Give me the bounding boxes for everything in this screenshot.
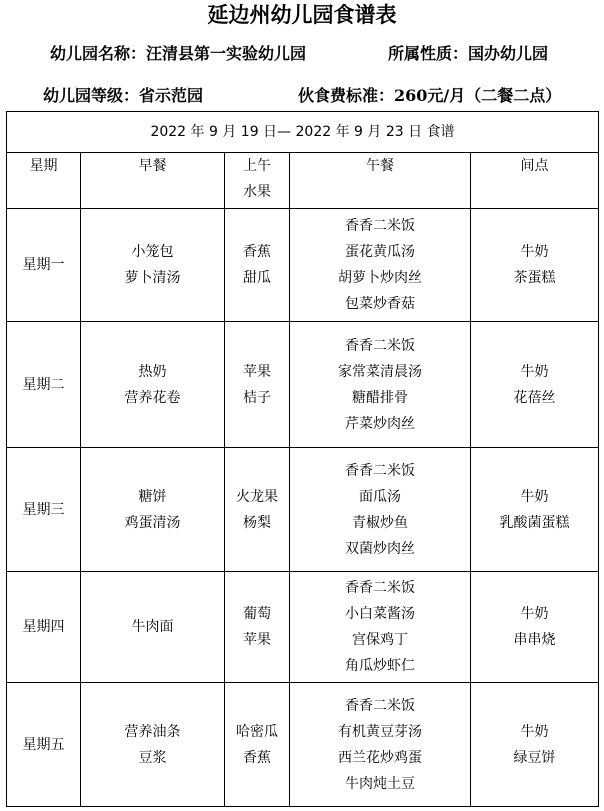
lunch-cell (290, 448, 471, 572)
day-label: 星期一 (7, 209, 81, 322)
fruit-item: 火龙果 (236, 488, 278, 505)
snack-cell (471, 209, 599, 322)
breakfast-cell (81, 683, 225, 807)
snack-item: 牛奶 (520, 488, 549, 505)
lunch-cell (290, 683, 471, 807)
breakfast-item: 豆浆 (138, 749, 167, 766)
header-lunch: 午餐 (290, 153, 471, 209)
fruit-item: 葡萄 (243, 606, 271, 622)
fruit-cell (225, 322, 290, 448)
breakfast-item: 热奶 (138, 363, 167, 380)
fruit-cell (225, 209, 290, 322)
lunch-item: 青椒炒鱼 (352, 514, 408, 531)
day-row (7, 448, 599, 572)
lunch-item: 家常菜清晨汤 (338, 363, 422, 380)
fruit-item: 苹果 (243, 632, 271, 648)
day-row (7, 322, 599, 448)
day-label: 星期四 (7, 572, 81, 683)
lunch-item: 角瓜炒虾仁 (345, 658, 415, 674)
fruit-item: 甜瓜 (243, 270, 271, 286)
breakfast-item: 营养油条 (124, 723, 181, 740)
lunch-item: 香香二米饭 (345, 580, 415, 596)
lunch-item: 包菜炒香菇 (345, 296, 415, 312)
breakfast-cell (81, 322, 225, 448)
snack-item: 花蓓丝 (513, 389, 556, 406)
day-label: 星期二 (7, 322, 81, 448)
lunch-cell (290, 322, 471, 448)
fruit-item: 哈密瓜 (236, 723, 278, 740)
fruit-item: 杨梨 (243, 514, 271, 531)
lunch-item: 牛肉炖土豆 (345, 775, 415, 792)
header-snack: 间点 (471, 153, 599, 209)
snack-cell (471, 572, 599, 683)
lunch-item: 蛋花黄瓜汤 (345, 244, 415, 260)
kindergarten-grade: 幼儿园等级：省示范园 (43, 86, 204, 105)
lunch-item: 香香二米饭 (345, 218, 415, 234)
lunch-item: 香香二米饭 (345, 337, 415, 354)
meal-fee-standard: 伙食费标准：260元/月（二餐二点） (298, 86, 562, 105)
snack-cell (471, 448, 599, 572)
fruit-item: 香蕉 (243, 749, 271, 766)
lunch-item: 糖醋排骨 (352, 389, 408, 406)
lunch-item: 香香二米饭 (345, 697, 415, 714)
kindergarten-nature: 所属性质：国办幼儿园 (388, 44, 549, 63)
page-title: 延边州幼儿园食谱表 (207, 2, 397, 27)
breakfast-item: 牛肉面 (131, 619, 174, 635)
lunch-item: 香香二米饭 (345, 462, 415, 479)
lunch-item: 小白菜酱汤 (345, 606, 415, 622)
header-breakfast: 早餐 (81, 153, 225, 209)
fruit-cell (225, 572, 290, 683)
snack-item: 牛奶 (520, 606, 549, 622)
snack-item: 绿豆饼 (513, 749, 556, 766)
fruit-item: 桔子 (243, 389, 271, 406)
lunch-item: 芹菜炒肉丝 (345, 415, 415, 432)
lunch-item: 双菌炒肉丝 (345, 540, 415, 557)
breakfast-cell (81, 572, 225, 683)
lunch-item: 有机黄豆芽汤 (338, 723, 422, 740)
lunch-item: 西兰花炒鸡蛋 (338, 749, 422, 766)
lunch-item: 宫保鸡丁 (352, 632, 408, 648)
fruit-item: 苹果 (243, 363, 271, 380)
lunch-item: 面瓜汤 (359, 488, 401, 505)
snack-item: 乳酸菌蛋糕 (499, 514, 570, 531)
breakfast-item: 鸡蛋清汤 (124, 514, 181, 531)
day-row (7, 572, 599, 683)
snack-item: 茶蛋糕 (513, 270, 556, 286)
lunch-cell (290, 209, 471, 322)
fruit-item: 香蕉 (243, 244, 271, 260)
header-day: 星期 (7, 153, 81, 209)
snack-item: 牛奶 (520, 723, 549, 740)
day-label: 星期五 (7, 683, 81, 807)
header-fruit-line-2: 水果 (243, 184, 271, 200)
snack-item: 牛奶 (520, 244, 549, 260)
breakfast-cell (81, 448, 225, 572)
snack-item: 牛奶 (520, 363, 549, 380)
snack-item: 串串烧 (513, 632, 556, 648)
lunch-item: 胡萝卜炒肉丝 (338, 270, 422, 286)
snack-cell (471, 322, 599, 448)
menu-table (6, 111, 599, 807)
fruit-cell (225, 683, 290, 807)
fruit-cell (225, 448, 290, 572)
day-row (7, 209, 599, 322)
breakfast-item: 萝卜清汤 (124, 270, 181, 286)
snack-cell (471, 683, 599, 807)
breakfast-item: 小笼包 (131, 244, 174, 260)
breakfast-cell (81, 209, 225, 322)
breakfast-item: 营养花卷 (124, 389, 181, 406)
header-fruit (225, 153, 290, 209)
header-row (7, 153, 599, 209)
date-range-row (7, 112, 599, 153)
header-fruit-line-1: 上午 (243, 158, 271, 174)
lunch-cell (290, 572, 471, 683)
day-row (7, 683, 599, 807)
breakfast-item: 糖饼 (138, 488, 167, 505)
date-range: 2022 年 9 月 19 日— 2022 年 9 月 23 日 食谱 (7, 112, 599, 153)
kindergarten-name: 幼儿园名称：汪清县第一实验幼儿园 (50, 44, 307, 63)
day-label: 星期三 (7, 448, 81, 572)
